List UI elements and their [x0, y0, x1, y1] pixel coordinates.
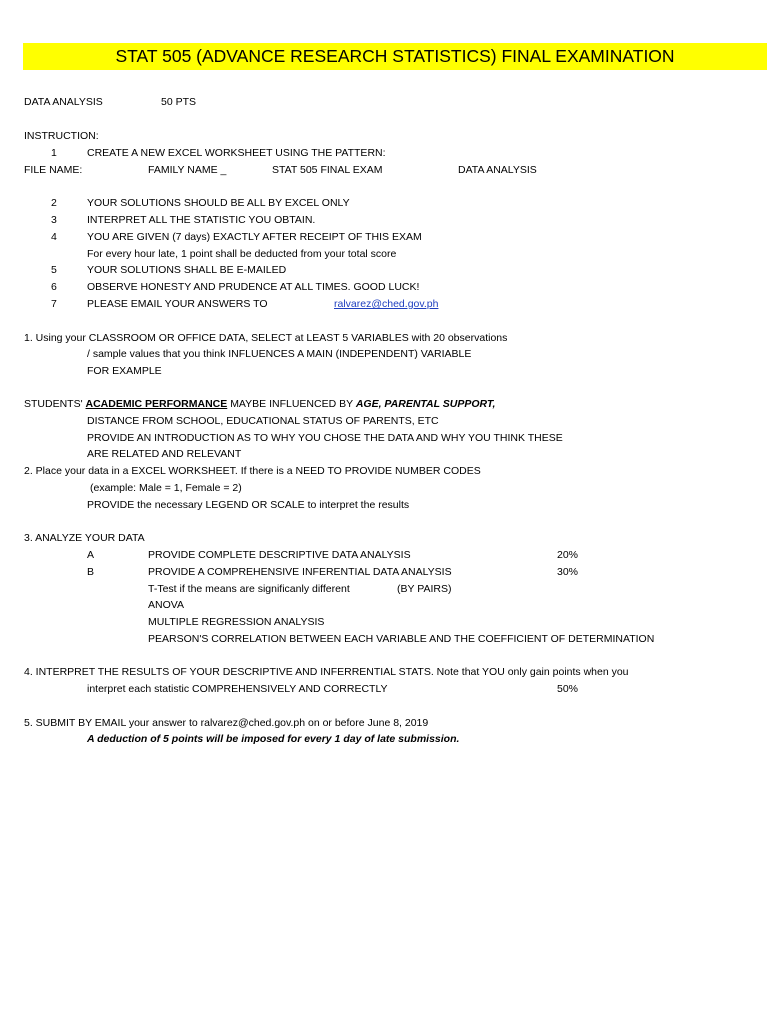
instruction-item-text: YOUR SOLUTIONS SHALL BE E-MAILED	[87, 264, 287, 276]
data-analysis-label: DATA ANALYSIS	[24, 96, 103, 108]
late-penalty-note: For every hour late, 1 point shall be deducted from your total score	[87, 248, 397, 260]
q4-percent: 50%	[557, 683, 579, 695]
instruction-item-text: INTERPRET ALL THE STATISTIC YOU OBTAIN.	[87, 214, 316, 226]
q5-line: 5. SUBMIT BY EMAIL your answer to ralvarez@ched.gov.ph on or before June 8, 2019	[24, 717, 429, 729]
instruction-item-text: OBSERVE HONESTY AND PRUDENCE AT ALL TIMES. GOOD LUCK!	[87, 281, 420, 293]
q4-line: 4. INTERPRET THE RESULTS OF YOUR DESCRIPTIVE AND INFERRENTIAL STATS. Note that YOU only gain points when you	[24, 666, 629, 678]
exam-name-pattern: STAT 505 FINAL EXAM	[272, 164, 383, 176]
q3-heading: 3. ANALYZE YOUR DATA	[24, 532, 145, 544]
q5-late-note: A deduction of 5 points will be imposed for every 1 day of late submission.	[87, 733, 460, 745]
q3-item-percent: 30%	[557, 566, 579, 578]
instruction-item-text: PLEASE EMAIL YOUR ANSWERS TO	[87, 298, 268, 310]
analysis-name-pattern: DATA ANALYSIS	[458, 164, 537, 176]
exam-title: STAT 505 (ADVANCE RESEARCH STATISTICS) FINAL EXAMINATION	[23, 43, 767, 70]
q2-line: 2. Place your data in a EXCEL WORKSHEET. If there is a NEED TO PROVIDE NUMBER CODES	[24, 465, 481, 477]
instruction-item-text: CREATE A NEW EXCEL WORKSHEET USING THE PATTERN:	[87, 147, 386, 159]
q3-item-percent: 20%	[557, 549, 579, 561]
q3-item-label: A	[87, 549, 95, 561]
item-number: 7	[51, 298, 57, 310]
item-number: 2	[51, 197, 57, 209]
q1-line: 1. Using your CLASSROOM OR OFFICE DATA, SELECT at LEAST 5 VARIABLES with 20 observations	[24, 332, 508, 344]
instruction-item-text: YOU ARE GIVEN (7 days) EXACTLY AFTER RECEIPT OF THIS EXAM	[87, 231, 422, 243]
q3-item-text: PROVIDE COMPLETE DESCRIPTIVE DATA ANALYSIS	[148, 549, 411, 561]
academic-performance-term: ACADEMIC PERFORMANCE	[85, 398, 228, 410]
students-prefix: STUDENTS'	[24, 398, 83, 410]
q2-line: (example: Male = 1, Female = 2)	[90, 482, 242, 494]
item-number: 4	[51, 231, 57, 243]
instruction-item-text: YOUR SOLUTIONS SHOULD BE ALL BY EXCEL ONLY	[87, 197, 350, 209]
q3-regression: MULTIPLE REGRESSION ANALYSIS	[148, 616, 325, 628]
q3-anova: ANOVA	[148, 599, 184, 611]
age-support-terms: AGE, PARENTAL SUPPORT,	[355, 398, 496, 410]
q4-line: interpret each statistic COMPREHENSIVELY AND CORRECTLY	[87, 683, 388, 695]
q1-line: PROVIDE AN INTRODUCTION AS TO WHY YOU CHOSE THE DATA AND WHY YOU THINK THESE	[87, 432, 563, 444]
students-example-line	[24, 397, 495, 411]
q3-item-label: B	[87, 566, 95, 578]
email-link[interactable]: ralvarez@ched.gov.ph	[334, 298, 439, 310]
q3-pairs: (BY PAIRS)	[397, 583, 452, 595]
q1-line: ARE RELATED AND RELEVANT	[87, 448, 242, 460]
instruction-heading: INSTRUCTION:	[24, 130, 99, 142]
q1-line: FOR EXAMPLE	[87, 365, 162, 377]
item-number: 1	[51, 147, 57, 159]
q3-item-text: PROVIDE A COMPREHENSIVE INFERENTIAL DATA ANALYSIS	[148, 566, 452, 578]
q3-ttest: T-Test if the means are significanly different	[148, 583, 350, 595]
q1-line: / sample values that you think INFLUENCES A MAIN (INDEPENDENT) VARIABLE	[87, 348, 472, 360]
item-number: 5	[51, 264, 57, 276]
points-label: 50 PTS	[161, 96, 197, 108]
q2-line: PROVIDE the necessary LEGEND OR SCALE to interpret the results	[87, 499, 410, 511]
q3-pearson: PEARSON'S CORRELATION BETWEEN EACH VARIABLE AND THE COEFFICIENT OF DETERMINATION	[148, 633, 655, 645]
q1-line: DISTANCE FROM SCHOOL, EDUCATIONAL STATUS OF PARENTS, ETC	[87, 415, 439, 427]
maybe-influenced-text: MAYBE INFLUENCED BY	[230, 398, 353, 410]
family-name-pattern: FAMILY NAME _	[148, 164, 227, 176]
item-number: 3	[51, 214, 57, 226]
file-name-label: FILE NAME:	[24, 164, 83, 176]
item-number: 6	[51, 281, 57, 293]
